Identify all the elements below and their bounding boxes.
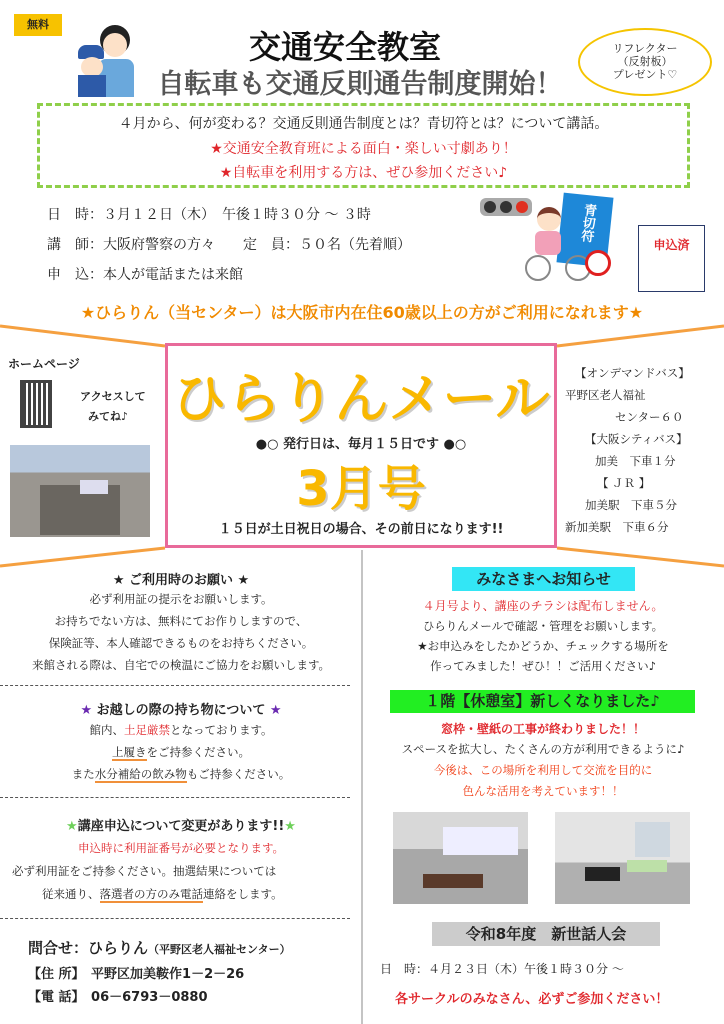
- divider: [0, 685, 350, 686]
- lounge-photo-2: [555, 812, 690, 904]
- access-line: 加美駅 下車５分: [585, 498, 677, 512]
- access-line: 【オンデマンドバス】: [575, 366, 690, 380]
- issue-month: 3月号: [296, 461, 426, 517]
- caretaker-title: 令和8年度 新世話人会: [432, 922, 660, 946]
- masthead-name: ひらりんメール: [172, 367, 550, 430]
- page-title: 交通安全教室: [248, 28, 441, 66]
- no-drinking-icon: [585, 250, 611, 276]
- caretaker-red: 各サークルのみなさん、必ずご参加ください！: [395, 992, 669, 1007]
- access-text-1: アクセスして: [80, 390, 146, 403]
- eligibility-banner: ★ひらりん（当センター）は大阪市内在住60歳以上の方がご利用になれます★: [80, 303, 644, 322]
- qr-code[interactable]: [20, 380, 52, 428]
- cyclist-illustration: [525, 195, 615, 287]
- lounge-red4: 色んな活用を考えています！！: [462, 784, 624, 798]
- course-change-line2: 必ず利用証をご持参ください。抽選結果については: [12, 864, 277, 878]
- page-subtitle: 自転車も交通反則通告制度開始！: [157, 69, 563, 100]
- reflector-line1: リフレクター: [612, 42, 678, 55]
- free-badge: 無料: [14, 14, 62, 36]
- request-line: 必ず利用証の提示をお願いします。: [89, 592, 273, 606]
- access-line: センター６０: [615, 410, 684, 424]
- lounge-red3: 今後は、この場所を利用して交流を目的に: [433, 763, 653, 777]
- police-illustration: [78, 25, 136, 97]
- contact-title: 問合せ：ひらりん（平野区老人福祉センター）: [28, 939, 291, 957]
- notice-line: ひらりんメールで確認・管理をお願いします。: [422, 619, 664, 633]
- lounge-red1: 窓枠・壁紙の工事が終わりました！！: [440, 722, 645, 736]
- access-line: 新加美駅 下車６分: [565, 520, 669, 534]
- course-change-title: ★講座申込について変更があります!!★: [66, 819, 296, 834]
- belongings-line3: また水分補給の飲み物もご持参ください。: [71, 767, 291, 781]
- access-line: 【 ＪＲ 】: [597, 476, 651, 490]
- intro-line2: ★交通安全教育班による面白・楽しい寸劇あり！: [210, 141, 517, 157]
- course-change-line3: 従来通り、落選者の方のみ電話連絡をします。: [42, 887, 283, 901]
- blue-ticket-sign: 青切符: [556, 193, 613, 268]
- lounge-title: １階【休憩室】新しくなりました♪: [390, 690, 695, 713]
- access-line: 【大阪シティバス】: [585, 432, 688, 446]
- belongings-line2: 上履きをご持参ください。: [112, 745, 250, 759]
- intro-line1: ４月から、何が変わる？交通反則通告制度とは？青切符とは？について講話。: [118, 116, 609, 132]
- intro-line3: ★自転車を利用する方は、ぜひ参加ください♪: [219, 165, 508, 181]
- contact-phone[interactable]: 【電 話】 06－6793－0880: [28, 990, 208, 1005]
- access-info: [565, 362, 720, 538]
- building-photo: [10, 445, 150, 537]
- lounge-line2: スペースを拡大し、たくさんの方が利用できるように♪: [401, 742, 685, 756]
- belongings-line1: 館内、土足厳禁となっております。: [89, 723, 273, 737]
- access-line: 加美 下車１分: [595, 454, 676, 468]
- lounge-photo-1: [393, 812, 528, 904]
- request-line: 来館される際は、自宅での検温にご協力をお願いします。: [31, 658, 331, 672]
- applied-stamp-box: 申込済: [638, 225, 705, 292]
- request-title: ★ ご利用時のお願い ★: [112, 573, 250, 588]
- homepage-label: ホームページ: [8, 357, 80, 371]
- course-change-red: 申込時に利用証番号が必要となります。: [77, 841, 285, 855]
- divider: [0, 797, 350, 798]
- request-line: お持ちでない方は、無料にてお作りしますので、: [54, 614, 308, 628]
- request-line: 保険証等、本人確認できるものをお持ちください。: [48, 636, 314, 650]
- masthead-box: [165, 343, 557, 548]
- notice-title: みなさまへお知らせ: [452, 567, 635, 591]
- event-datetime: 日 時：３月１２日（木） 午後１時３０分 ～ ３時: [47, 207, 371, 223]
- reflector-badge: [578, 28, 712, 96]
- reflector-line2: （反射板）: [617, 55, 673, 68]
- access-line: 平野区老人福祉: [565, 388, 646, 402]
- event-apply: 申 込：本人が電話または来館: [47, 267, 243, 283]
- issue-note: ●○ 発行日は、毎月１５日です ●○: [255, 437, 467, 452]
- access-text-2: みてね♪: [88, 410, 129, 423]
- notice-red: ４月号より、講座のチラシは配布しません。: [422, 599, 664, 613]
- contact-address: 【住 所】 平野区加美鞍作1－2－26: [28, 967, 245, 982]
- reflector-line3: プレゼント♡: [612, 68, 678, 81]
- event-lecturer: 講 師：大阪府警察の方々 定 員：５０名（先着順）: [47, 237, 411, 253]
- holiday-note: １５日が土日祝日の場合、その前日になります!!: [218, 522, 504, 537]
- belongings-title: ★ お越しの際の持ち物について ★: [80, 703, 282, 718]
- notice-line: ★お申込みをしたかどうか、チェックする場所を: [417, 639, 669, 653]
- divider: [0, 918, 350, 919]
- caretaker-datetime: 日 時：４月２３日（木）午後１時３０分 ～: [380, 962, 624, 976]
- notice-line: 作ってみました！ぜひ！！ご活用ください♪: [430, 659, 656, 673]
- intro-box: [37, 103, 690, 188]
